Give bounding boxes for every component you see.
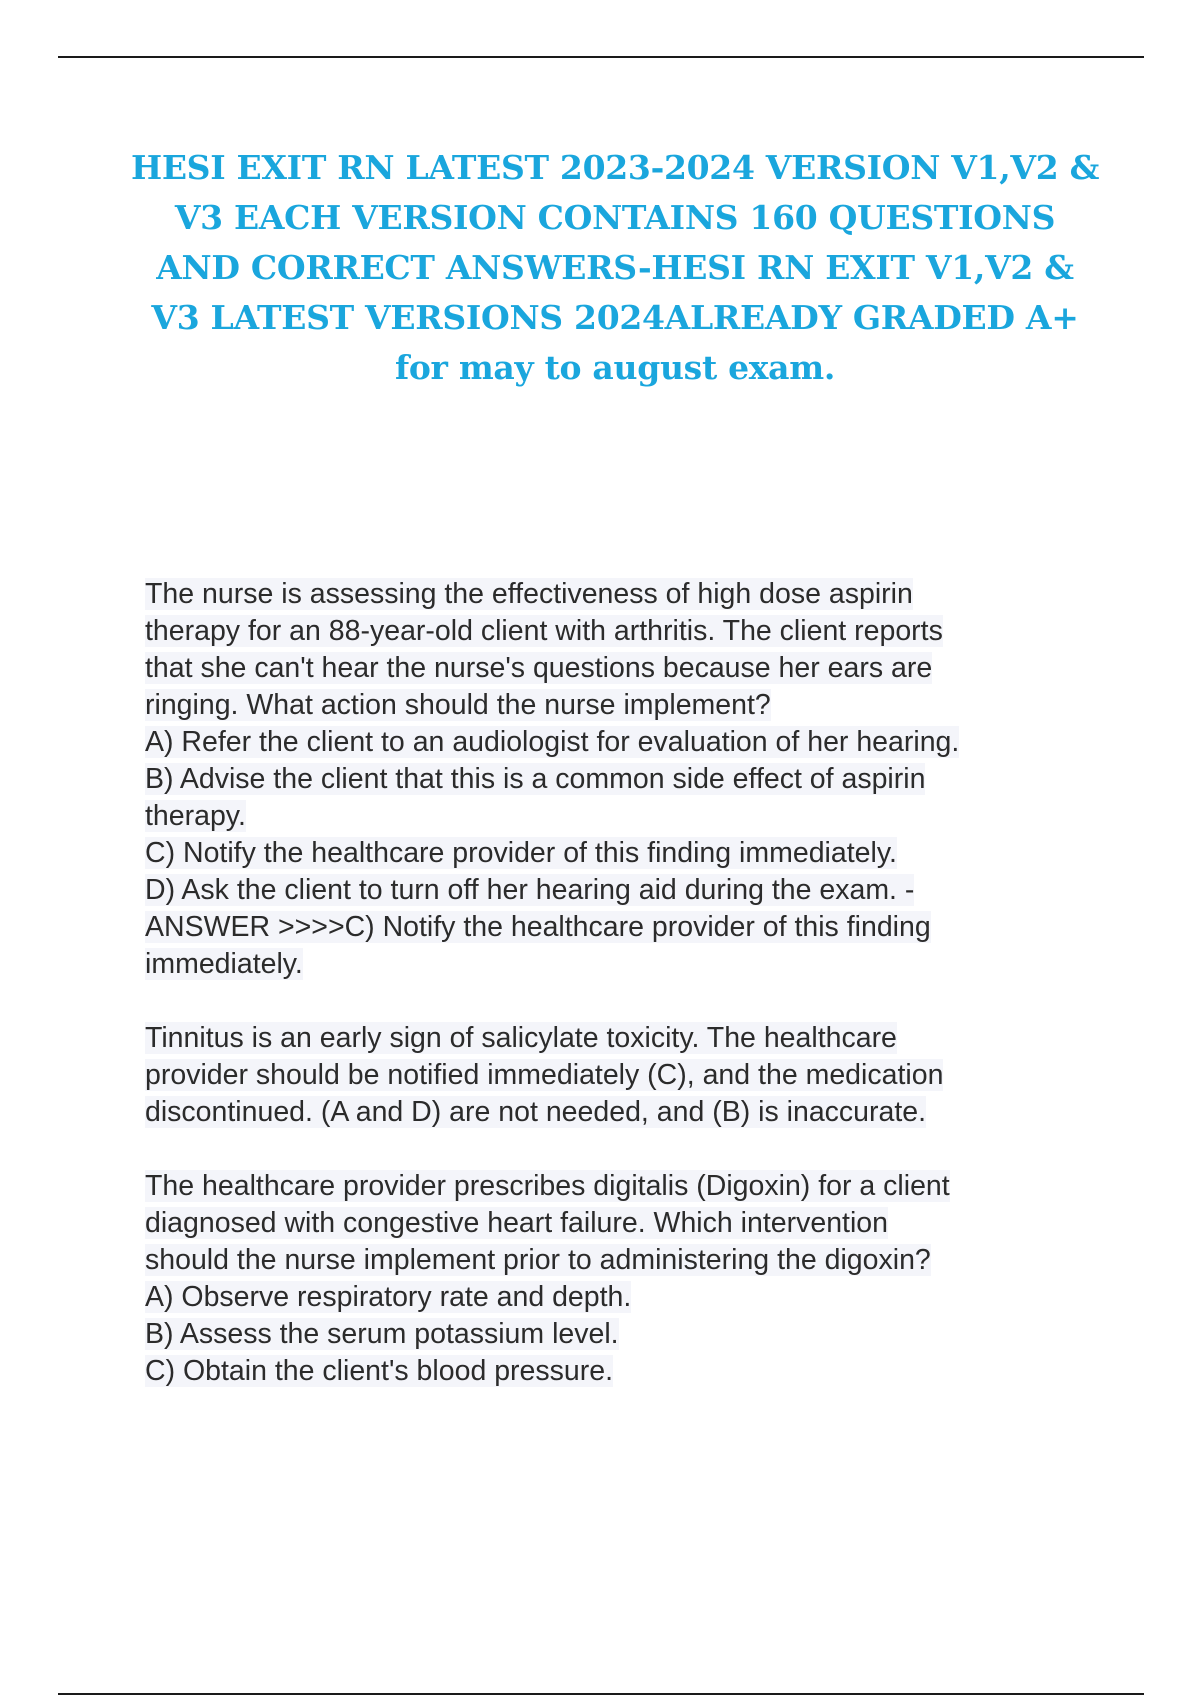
top-rule: [58, 56, 1144, 58]
correct-answer: immediately.: [145, 948, 303, 980]
question-2: [145, 1168, 1085, 1390]
title-line: V3 LATEST VERSIONS 2024ALREADY GRADED A+: [151, 298, 1079, 337]
answer-option-b: therapy.: [145, 800, 246, 832]
answer-option-b: B) Advise the client that this is a common side effect of aspirin: [145, 763, 926, 795]
rationale-line: discontinued. (A and D) are not needed, and (B) is inaccurate.: [145, 1096, 927, 1128]
paragraph-gap: [145, 983, 1085, 1020]
rationale-1: [145, 1020, 1085, 1131]
question-line: therapy for an 88-year-old client with arthritis. The client reports: [145, 615, 943, 647]
answer-option-c: C) Obtain the client's blood pressure.: [145, 1355, 614, 1387]
title-line: V3 EACH VERSION CONTAINS 160 QUESTIONS: [174, 198, 1056, 237]
question-line: diagnosed with congestive heart failure. Which intervention: [145, 1207, 889, 1239]
question-line: The healthcare provider prescribes digitalis (Digoxin) for a client: [145, 1170, 950, 1202]
paragraph-gap: [145, 1131, 1085, 1168]
title-line: AND CORRECT ANSWERS-HESI RN EXIT V1,V2 &: [156, 248, 1074, 287]
question-line: ringing. What action should the nurse implement?: [145, 689, 771, 721]
answer-option-c: C) Notify the healthcare provider of this finding immediately.: [145, 837, 897, 869]
question-line: The nurse is assessing the effectiveness of high dose aspirin: [145, 578, 913, 610]
document-title: [120, 143, 1110, 393]
document-body: [145, 576, 1085, 1390]
bottom-rule: [58, 1693, 1144, 1695]
title-line: for may to august exam.: [394, 348, 836, 387]
answer-option-a: A) Observe respiratory rate and depth.: [145, 1281, 632, 1313]
title-line: HESI EXIT RN LATEST 2023-2024 VERSION V1,V2 &: [130, 148, 1100, 187]
question-line: that she can't hear the nurse's questions because her ears are: [145, 652, 933, 684]
rationale-line: Tinnitus is an early sign of salicylate toxicity. The healthcare: [145, 1022, 897, 1054]
question-line: should the nurse implement prior to administering the digoxin?: [145, 1244, 931, 1276]
answer-option-a: A) Refer the client to an audiologist for evaluation of her hearing.: [145, 726, 960, 758]
answer-option-b: B) Assess the serum potassium level.: [145, 1318, 619, 1350]
rationale-line: provider should be notified immediately (C), and the medication: [145, 1059, 944, 1091]
answer-option-d: D) Ask the client to turn off her hearing aid during the exam. -: [145, 874, 915, 906]
correct-answer: ANSWER >>>>C) Notify the healthcare provider of this finding: [145, 911, 931, 943]
question-1: [145, 576, 1085, 983]
